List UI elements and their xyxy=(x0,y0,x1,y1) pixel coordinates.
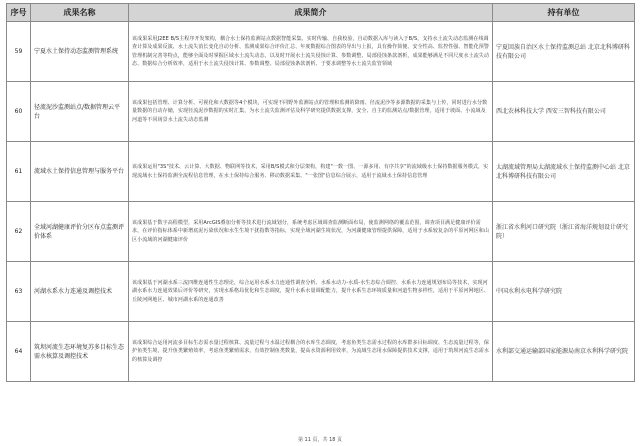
row-unit: 宁夏回族自治区水土保持监测总站 北京北科博研科技有限公司 xyxy=(493,22,635,82)
row-name: 宁夏水土保持动态监测管理系统 xyxy=(31,22,129,82)
row-summary: 该成果运用"3S"技术、云计算、大数据、物联网等技术，采用B/S模式和分层架构，构建"一数一图、一源多用、有序共享"的流域级水土保持数据服务模式，实现流域水土保持监测全流程信息管理，在水土保持综合服务、移动数据采集、"一张图"信息综合展示，适用于流域水土保持信息管理 xyxy=(129,142,493,202)
row-number: 63 xyxy=(7,262,31,322)
row-name: 河湖水系水力连通及调控技术 xyxy=(31,262,129,322)
row-number: 61 xyxy=(7,142,31,202)
table-row xyxy=(7,82,635,142)
header-number: 序号 xyxy=(7,4,31,22)
row-unit: 西北农林科技大学 西安三智科技有限公司 xyxy=(493,82,635,142)
row-summary: 该成果包括管理、计算分析、可视化和大数据等4个模块，可实现不同野外监测站点的管理和监测的降雨、径流泥沙等多源数据的采集与上传，同时进行水分数量数据的自动存储，实现径流泥沙数据的实时汇集，为水土流失监测评估及科学研究提供数据支撑，安全、自主的监测站点/数据管理，适用于坡面、小流域及河道等不同场景水土流失动态监测 xyxy=(129,82,493,142)
table-row xyxy=(7,22,635,82)
header-summary: 成果简介 xyxy=(129,4,493,22)
row-name: 筑坝河流生态环境复苏多目标生态需水核算及调控技术 xyxy=(31,322,129,382)
achievements-table xyxy=(6,3,635,382)
page-footer: 第 11 页，共 18 页 xyxy=(297,437,343,443)
row-number: 62 xyxy=(7,202,31,262)
header-name: 成果名称 xyxy=(31,4,129,22)
row-number: 64 xyxy=(7,322,31,382)
table-row xyxy=(7,142,635,202)
row-summary: 该成果基于河湖水系三流四维连通性生态理论，综合运用水系水力连通性调查分析、水系水动力-水质-水生态综合调控、水系水力连通规划布局等技术，实现河湖水系水力连通效果后评价等研究，实现水系格局优化和生态调度，提升水系水量调配能力，提升水系生态环境质量和河道生物多样性，适用于平原河网地区、丘陵河网地区、城市河湖水系的连通改善 xyxy=(129,262,493,322)
row-unit: 太湖流域管理局太湖流域水土保持监测中心站 北京北科博研科技有限公司 xyxy=(493,142,635,202)
row-name: 径流泥沙监测站点/数据管理云平台 xyxy=(31,82,129,142)
row-summary: 该成果综合运用河流多目标生态需水量过程核算、流量过程与水温过程耦合的水库生态调度，考虑鱼类生态需水过程的水库群多目标调度、生态流量过程等，保护鱼类生境，提升鱼类繁殖效率，考虑鱼类繁殖需求，有效控制鱼类数量，提高水资源利用效率，为流域生态用水保障提供技术支撑，适用于筑坝河流生态需水的核算及调控 xyxy=(129,322,493,382)
row-unit: 中国水利水电科学研究院 xyxy=(493,262,635,322)
row-name: 全域河湖健康评价分区布点监测评价体系 xyxy=(31,202,129,262)
row-name: 流域水土保持信息管理与服务平台 xyxy=(31,142,129,202)
row-summary: 该成果采用J2EE B/S主程序开发架构，耦合水土保持监测站点数据智能采集、实时传输、自我校验，自动数据入库与读入于B/S，支持水土流失动态监测在线调查计算及成果反演、水土流失消长变化自动分析、监测成果综合评价汇总、年度数据综合图表的导出与上报，具有操作简便、安全性高、监控性强、智能化预警管理机制完善等特点，能够全面及时掌握区域水土流失动态，以及时开展水土流失侵蚀计算、参数调整、局部侵蚀条款剖析，成果能够满足不同尺度水土流失动态、数据综合分析效率，适用于水土流失侵蚀计算、参数调整、局部侵蚀条款剖析、于要求调整等水土流失监管领域 xyxy=(129,22,493,82)
row-unit: 水利部交通运输部国家能源局南京水利科学研究院 xyxy=(493,322,635,382)
row-number: 59 xyxy=(7,22,31,82)
row-unit: 浙江省水利河口研究院（浙江省海洋规划设计研究院） xyxy=(493,202,635,262)
table-row xyxy=(7,322,635,382)
row-number: 60 xyxy=(7,82,31,142)
header-unit: 持有单位 xyxy=(493,4,635,22)
row-summary: 该成果基于数字高程模型，采用ArcGIS叠加分析等技术进行流域划分，系统考虑区域调查监测断面布局，使监测网络的覆盖范围，调查项目满足健康评价需求，在评价指标体系中新增底泥污染状况和水生生境干扰指数等指标，实现全域河湖生境状况，为河湖健康管理提供保障，适用于水系较复杂的平原河网区和山区小流域的河湖健康评价 xyxy=(129,202,493,262)
table-row xyxy=(7,262,635,322)
table-row xyxy=(7,202,635,262)
table-header-row xyxy=(7,4,635,22)
